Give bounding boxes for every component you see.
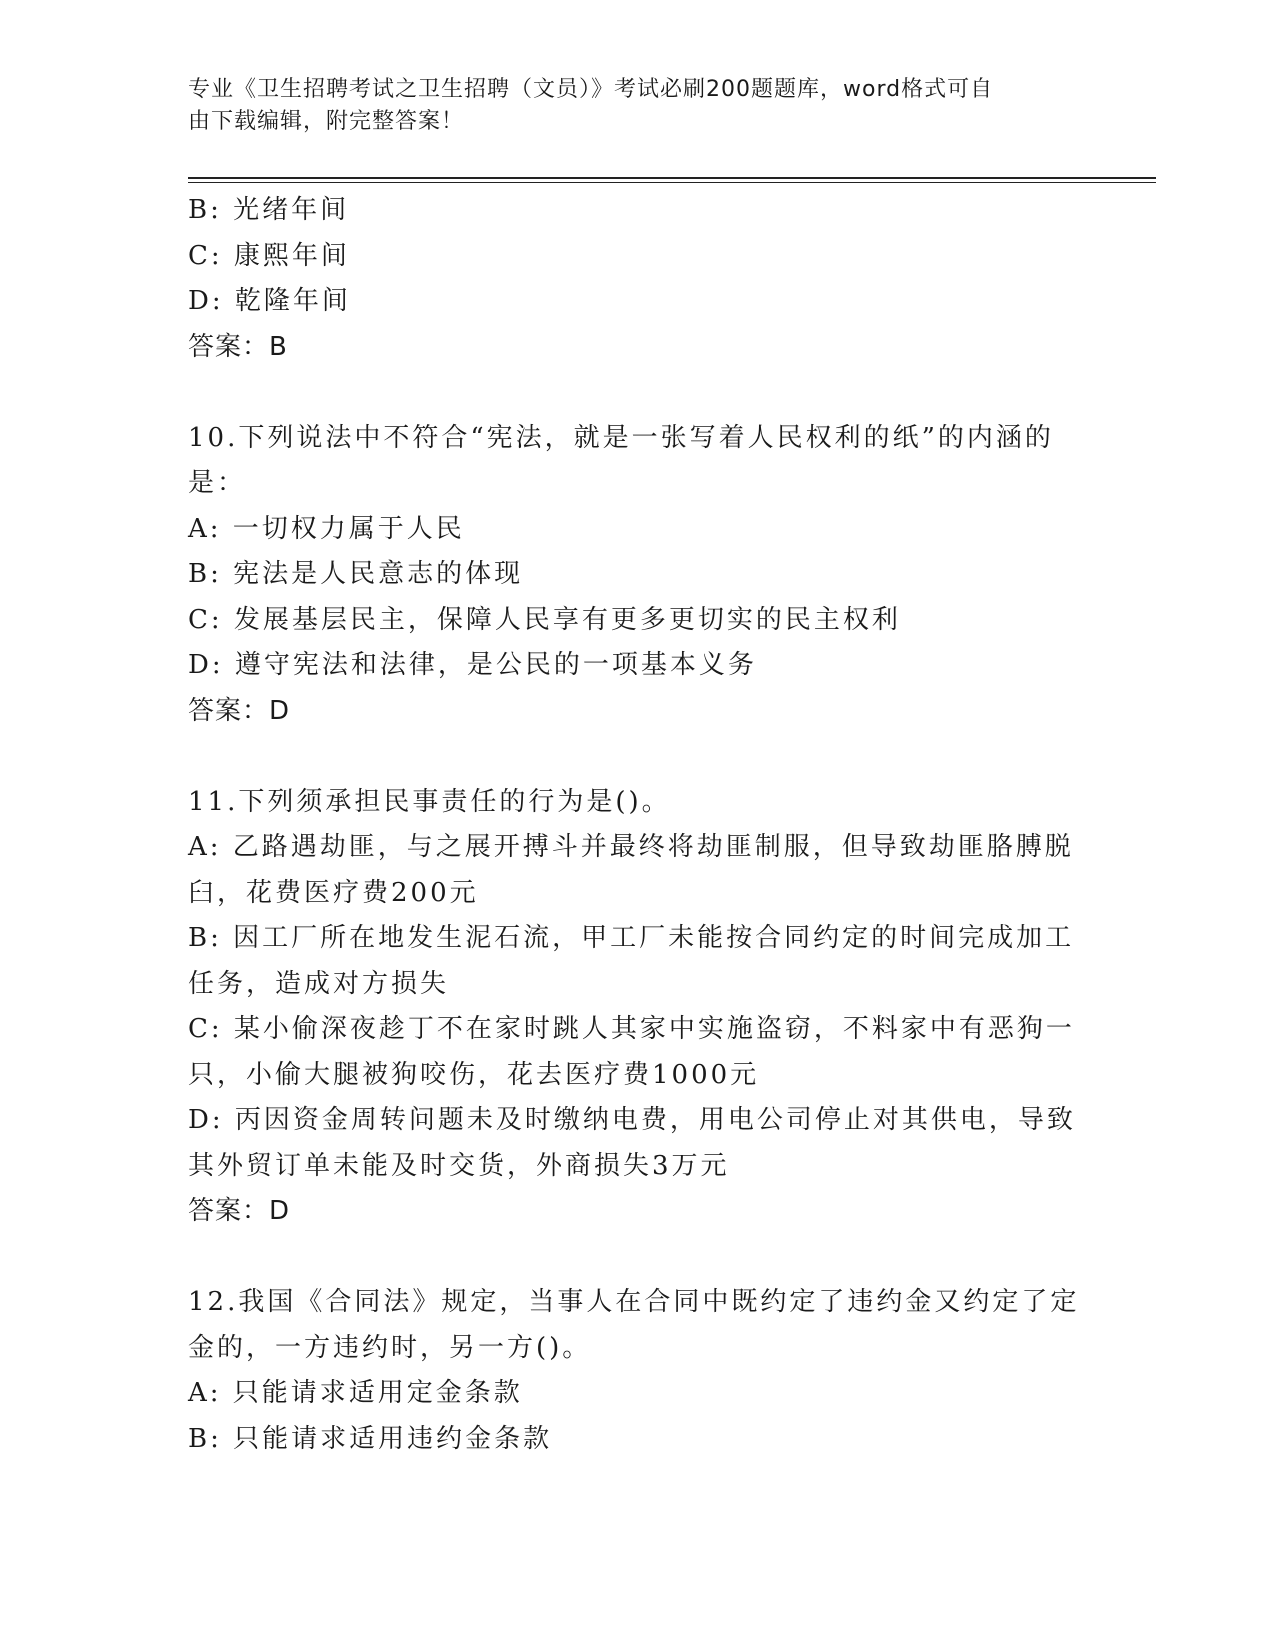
q11-option-d-line-2: 其外贸订单未能及时交货，外商损失3万元 bbox=[188, 1150, 730, 1181]
spacer bbox=[188, 734, 1088, 780]
q11-option-a-line-2: 臼，花费医疗费200元 bbox=[188, 877, 479, 908]
q12-stem-line-1: 12.我国《合同法》规定，当事人在合同中既约定了违约金又约定了定 bbox=[188, 1287, 1080, 1317]
q9-answer: 答案：B bbox=[188, 331, 288, 362]
question-12-block bbox=[188, 1280, 1088, 1462]
q11-stem: 11.下列须承担民事责任的行为是()。 bbox=[188, 786, 671, 817]
q10-option-b: B: 宪法是人民意志的体现 bbox=[188, 559, 524, 589]
header-line-2: 由下载编辑，附完整答案！ bbox=[188, 109, 465, 134]
q9-option-c: C: 康熙年间 bbox=[188, 240, 350, 271]
q10-option-a: A: 一切权力属于人民 bbox=[188, 513, 465, 544]
q10-stem-line-2: 是： bbox=[188, 468, 247, 498]
q11-option-a-line-1: A: 乙路遇劫匪，与之展开搏斗并最终将劫匪制服，但导致劫匪胳膊脱 bbox=[188, 832, 1074, 862]
q11-option-c-line-2: 只，小偷大腿被狗咬伤，花去医疗费1000元 bbox=[188, 1059, 760, 1090]
q10-option-d: D: 遵守宪法和法律，是公民的一项基本义务 bbox=[188, 650, 757, 680]
q10-stem-line-1: 10.下列说法中不符合“宪法，就是一张写着人民权利的纸”的内涵的 bbox=[188, 422, 1054, 453]
q11-option-c-line-1: C: 某小偷深夜趁丁不在家时跳人其家中实施盗窃，不料家中有恶狗一 bbox=[188, 1014, 1075, 1044]
q11-answer: 答案：D bbox=[188, 1196, 291, 1226]
question-11-block bbox=[188, 780, 1088, 1235]
question-10-block bbox=[188, 416, 1088, 735]
header-rule-thin bbox=[188, 182, 1156, 183]
q11-option-b-line-1: B: 因工厂所在地发生泥石流，甲工厂未能按合同约定的时间完成加工 bbox=[188, 923, 1075, 953]
q12-option-b: B: 只能请求适用违约金条款 bbox=[188, 1423, 553, 1454]
q10-option-c: C: 发展基层民主，保障人民享有更多更切实的民主权利 bbox=[188, 604, 901, 635]
q10-answer: 答案：D bbox=[188, 695, 291, 726]
question-content bbox=[188, 188, 1088, 1462]
q12-stem-line-2: 金的，一方违约时，另一方()。 bbox=[188, 1332, 592, 1363]
header-rule-thick bbox=[188, 177, 1156, 179]
question-9-block bbox=[188, 188, 1088, 370]
q9-option-d: D: 乾隆年间 bbox=[188, 286, 351, 316]
spacer bbox=[188, 1235, 1088, 1281]
q9-option-b: B: 光绪年间 bbox=[188, 195, 350, 225]
q11-option-d-line-1: D: 丙因资金周转问题未及时缴纳电费，用电公司停止对其供电，导致 bbox=[188, 1105, 1076, 1135]
header-line-1: 专业《卫生招聘考试之卫生招聘（文员）》考试必刷200题题库，word格式可自 bbox=[188, 77, 994, 102]
q11-option-b-line-2: 任务，造成对方损失 bbox=[188, 968, 450, 999]
page-header bbox=[188, 74, 1068, 138]
spacer bbox=[188, 370, 1088, 416]
q12-option-a: A: 只能请求适用定金条款 bbox=[188, 1378, 523, 1408]
